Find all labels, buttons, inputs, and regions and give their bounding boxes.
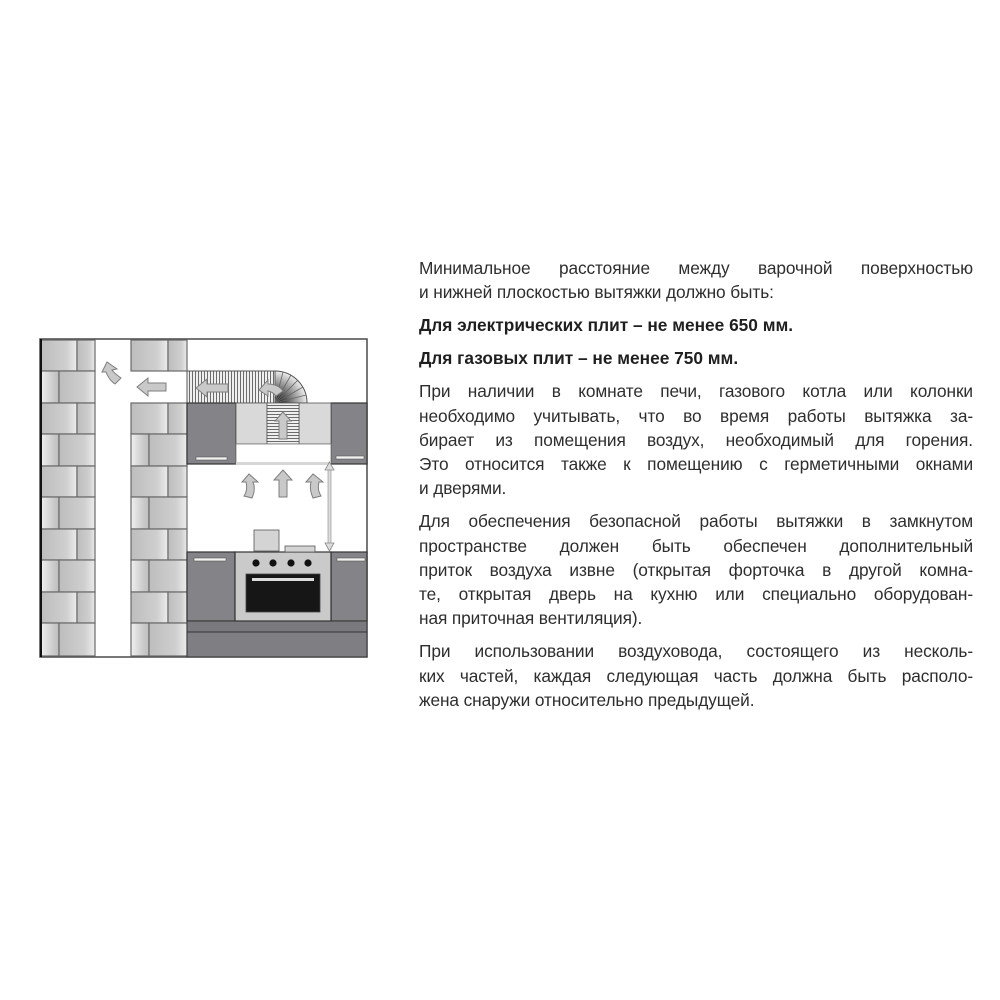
text-line: ких частей, каждая следующая часть должна быть располо- [419, 665, 973, 686]
text-line: и нижней плоскостью вытяжки должно быть: [419, 282, 774, 303]
upper-cabinet-left [187, 403, 236, 464]
pan [285, 546, 315, 552]
text-line: необходимо учитывать, что во время работы вытяжка за- [419, 405, 973, 426]
combustion-air-paragraph [419, 379, 973, 500]
burner-knob-icon [287, 559, 294, 566]
text-line: ная приточная вентиляция). [419, 608, 643, 629]
burner-knob-icon [269, 559, 276, 566]
duct-assembly-paragraph [419, 639, 973, 712]
text-line: Для обеспечения безопасной работы вытяжки в замкнутом [419, 511, 973, 532]
text-line: бирает из помещения воздух, необходимый для горения. [419, 429, 973, 450]
intro-paragraph [419, 256, 973, 304]
burner-knob-icon [252, 559, 259, 566]
pot [254, 530, 279, 551]
text-line: пространстве должен быть обеспечен дополнительный [419, 535, 973, 556]
text-line: При наличии в комнате печи, газового котла или колонки [419, 381, 973, 402]
text-line: те, открытая дверь на кухню или специально оборудован- [419, 584, 973, 605]
text-line: При использовании воздуховода, состоящего из несколь- [419, 641, 973, 662]
instructions-text [419, 256, 973, 712]
burner-knob-icon [304, 559, 311, 566]
electric-stove-distance: Для электрических плит – не менее 650 мм. [419, 315, 794, 336]
base-cabinet-right [331, 552, 367, 621]
ventilation-paragraph [419, 509, 973, 630]
text-line: жена снаружи относительно предыдущей. [419, 689, 755, 710]
gas-stove-distance: Для газовых плит – не менее 750 мм. [419, 348, 739, 369]
text-line: Это относится также к помещению с герметичными окнами [419, 454, 973, 475]
base-cabinet-left [187, 552, 235, 621]
text-line: приток воздуха извне (открытая форточка в другой комна- [419, 559, 973, 580]
upper-cabinet-right [331, 403, 367, 464]
text-line: Минимальное расстояние между варочной поверхностью [419, 258, 973, 278]
text-line: и дверями. [419, 478, 507, 499]
left-brick-wall [41, 339, 95, 657]
